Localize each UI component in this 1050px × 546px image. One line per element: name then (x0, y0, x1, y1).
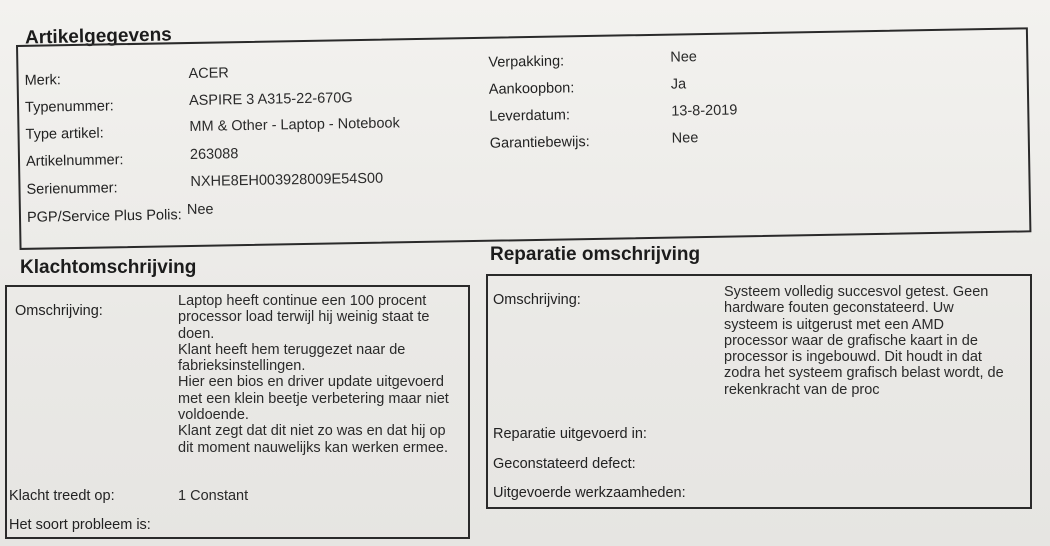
reparatie-omschrijving-label: Omschrijving: (493, 292, 581, 308)
text-line: voldoende. (178, 407, 249, 424)
artikelnummer-label: Artikelnummer: (25, 152, 124, 170)
klacht-treedt-value: 1 Constant (178, 488, 249, 504)
reparatie-heading: Reparatie omschrijving (490, 244, 701, 265)
aankoopbon-value: Ja (670, 76, 687, 93)
leverdatum-value: 13-8-2019 (671, 102, 738, 120)
text-line: met een klein beetje verbetering maar niet (178, 390, 449, 407)
klacht-treedt-label: Klacht treedt op: (9, 488, 115, 504)
text-line: processor is ingebouwd. Dit houdt in dat (724, 349, 982, 366)
typenummer-label: Typenummer: (24, 98, 114, 116)
klacht-omschrijving-label: Omschrijving: (15, 303, 103, 319)
artikel-box (16, 27, 1031, 250)
verpakking-label: Verpakking: (488, 53, 565, 71)
reparatie-omschrijving-text (724, 284, 1004, 398)
text-line: dit moment nauwelijks kan werken ermee. (178, 439, 448, 456)
garantiebewijs-label: Garantiebewijs: (489, 134, 590, 152)
serienummer-value: NXHE8EH003928009E54S00 (190, 170, 384, 190)
leverdatum-label: Leverdatum: (489, 107, 571, 125)
klacht-omschrijving-text (178, 293, 449, 456)
verpakking-value: Nee (670, 49, 698, 66)
text-line: Systeem volledig succesvol getest. Geen (724, 284, 989, 300)
pgp-value: Nee (186, 201, 214, 219)
artikel-heading: Artikelgegevens (24, 24, 172, 49)
klacht-heading: Klachtomschrijving (20, 257, 197, 278)
soort-probleem-label: Het soort probleem is: (9, 517, 151, 533)
garantiebewijs-value: Nee (671, 130, 699, 147)
text-line: zodra het systeem grafisch belast wordt, de (724, 365, 1004, 382)
aankoopbon-label: Aankoopbon: (488, 80, 575, 98)
text-line: rekenkracht van de proc (724, 381, 880, 398)
merk-value: ACER (188, 65, 229, 82)
werkzaamheden-label: Uitgevoerde werkzaamheden: (493, 485, 686, 501)
serienummer-label: Serienummer: (26, 180, 118, 198)
pgp-label: PGP/Service Plus Polis: (26, 207, 182, 226)
text-line: Klant heeft hem teruggezet naar de (178, 341, 406, 358)
reparatie-box (486, 274, 1032, 509)
text-line: doen. (178, 325, 215, 342)
type-artikel-value: MM & Other - Laptop - Notebook (189, 115, 400, 135)
text-line: hardware fouten geconstateerd. Uw (724, 300, 954, 317)
type-artikel-label: Type artikel: (25, 125, 104, 143)
typenummer-value: ASPIRE 3 A315-22-670G (188, 90, 353, 109)
text-line: processor load terwijl hij weinig staat te (178, 309, 430, 326)
text-line: Laptop heeft continue een 100 procent (178, 293, 427, 309)
text-line: systeem is uitgerust met een AMD (724, 316, 944, 333)
artikelnummer-value: 263088 (189, 146, 239, 163)
text-line: Klant zegt dat dit niet zo was en dat hij op (178, 423, 446, 440)
merk-label: Merk: (24, 72, 62, 89)
defect-label: Geconstateerd defect: (493, 456, 636, 472)
klacht-box (5, 285, 470, 539)
text-line: Hier een bios en driver update uitgevoerd (178, 374, 444, 391)
text-line: processor waar de grafische kaart in de (724, 332, 978, 349)
uitgevoerd-in-label: Reparatie uitgevoerd in: (493, 426, 647, 442)
text-line: fabrieksinstellingen. (178, 358, 306, 375)
